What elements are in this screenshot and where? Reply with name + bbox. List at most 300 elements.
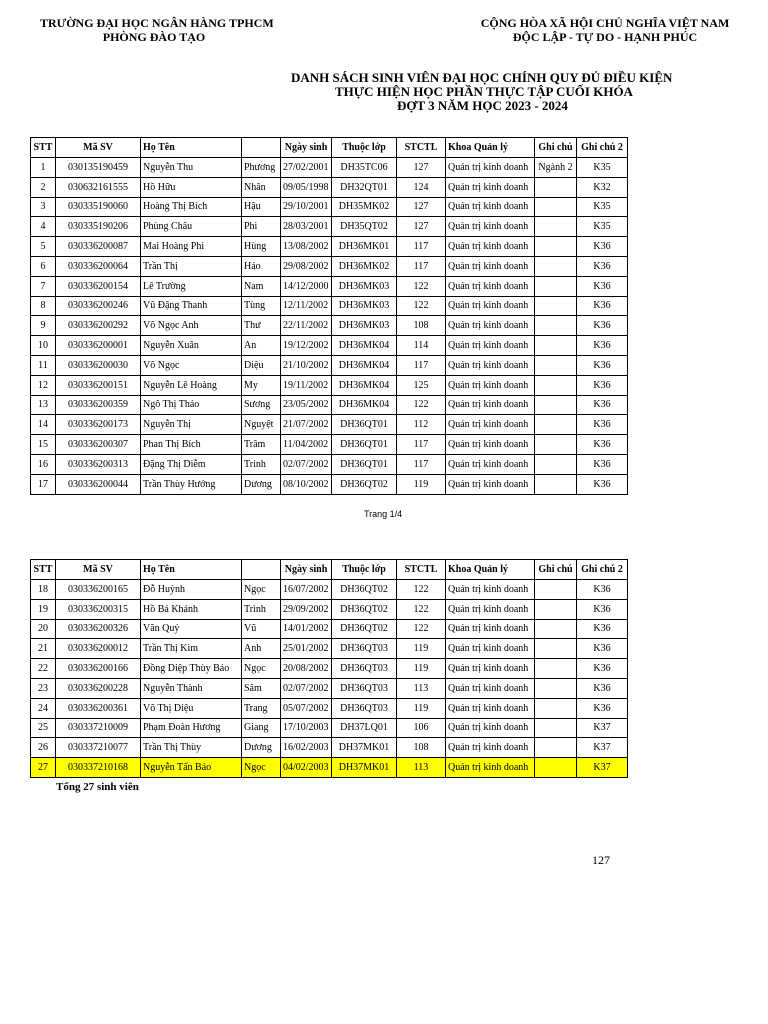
row-ten: Nam xyxy=(242,276,281,296)
col-khoa-header: Khoa Quản lý xyxy=(446,560,535,580)
row-ghi-chu-2: K35 xyxy=(577,158,628,178)
table-row xyxy=(31,580,628,600)
row-ngay-sinh: 21/10/2002 xyxy=(281,355,332,375)
row-thuoc-lop: DH36MK01 xyxy=(332,237,397,257)
row-ghi-chu xyxy=(535,197,577,217)
table-header-row xyxy=(31,138,628,158)
row-ngay-sinh: 08/10/2002 xyxy=(281,474,332,494)
row-ma-sv: 030337210009 xyxy=(56,718,141,738)
row-ma-sv: 030337210077 xyxy=(56,738,141,758)
row-ten: Trâm xyxy=(242,435,281,455)
row-ten: Sâm xyxy=(242,678,281,698)
row-thuoc-lop: DH35TC06 xyxy=(332,158,397,178)
row-ten: Ngọc xyxy=(242,580,281,600)
row-stt: 9 xyxy=(31,316,56,336)
row-thuoc-lop: DH36QT01 xyxy=(332,454,397,474)
row-khoa: Quản trị kinh doanh xyxy=(446,237,535,257)
col-ho-ten-header: Họ Tên xyxy=(141,560,242,580)
table-row xyxy=(31,718,628,738)
row-thuoc-lop: DH36QT01 xyxy=(332,415,397,435)
col-ten-header xyxy=(242,560,281,580)
row-ten: Tùng xyxy=(242,296,281,316)
row-ghi-chu-2: K36 xyxy=(577,316,628,336)
col-ten-header xyxy=(242,138,281,158)
row-ghi-chu xyxy=(535,177,577,197)
row-ma-sv: 030336200165 xyxy=(56,580,141,600)
row-khoa: Quản trị kinh doanh xyxy=(446,158,535,178)
row-thuoc-lop: DH36QT03 xyxy=(332,659,397,679)
row-ma-sv: 030336200313 xyxy=(56,454,141,474)
row-stctl: 112 xyxy=(397,415,446,435)
row-khoa: Quản trị kinh doanh xyxy=(446,355,535,375)
row-ghi-chu xyxy=(535,580,577,600)
row-stt: 13 xyxy=(31,395,56,415)
row-khoa: Quản trị kinh doanh xyxy=(446,336,535,356)
row-ngay-sinh: 21/07/2002 xyxy=(281,415,332,435)
row-ten: Trình xyxy=(242,599,281,619)
row-khoa: Quản trị kinh doanh xyxy=(446,197,535,217)
col-stt-header: STT xyxy=(31,560,56,580)
row-ghi-chu xyxy=(535,698,577,718)
row-ten: An xyxy=(242,336,281,356)
row-stctl: 117 xyxy=(397,237,446,257)
row-ghi-chu xyxy=(535,415,577,435)
row-stctl: 108 xyxy=(397,738,446,758)
col-ghi-chu-2-header: Ghi chú 2 xyxy=(577,560,628,580)
row-stctl: 114 xyxy=(397,336,446,356)
row-stctl: 125 xyxy=(397,375,446,395)
row-ma-sv: 030336200292 xyxy=(56,316,141,336)
row-ho-dem: Phùng Châu xyxy=(141,217,242,237)
row-ho-dem: Võ Ngọc xyxy=(141,355,242,375)
row-ma-sv: 030335190206 xyxy=(56,217,141,237)
row-thuoc-lop: DH32QT01 xyxy=(332,177,397,197)
motto-line-2: ĐỘC LẬP - TỰ DO - HẠNH PHÚC xyxy=(512,30,698,44)
national-motto xyxy=(470,16,730,46)
row-ten: Thư xyxy=(242,316,281,336)
row-stctl: 106 xyxy=(397,718,446,738)
title-line-2: THỰC HIỆN HỌC PHẦN THỰC TẬP CUỐI KHÓA xyxy=(335,84,633,99)
row-thuoc-lop: DH36MK03 xyxy=(332,316,397,336)
row-ghi-chu-2: K36 xyxy=(577,435,628,455)
student-table-page-1 xyxy=(30,137,628,495)
row-ghi-chu xyxy=(535,296,577,316)
row-ghi-chu-2: K36 xyxy=(577,256,628,276)
row-ma-sv: 030336200307 xyxy=(56,435,141,455)
row-ho-dem: Trần Thùy Hướng xyxy=(141,474,242,494)
row-stctl: 108 xyxy=(397,316,446,336)
row-ghi-chu xyxy=(535,599,577,619)
row-ten: Phi xyxy=(242,217,281,237)
row-stt: 6 xyxy=(31,256,56,276)
table-row xyxy=(31,474,628,494)
row-ho-dem: Hồ Bá Khánh xyxy=(141,599,242,619)
table-row xyxy=(31,336,628,356)
row-stctl: 117 xyxy=(397,355,446,375)
table-row xyxy=(31,296,628,316)
col-khoa-header: Khoa Quản lý xyxy=(446,138,535,158)
row-thuoc-lop: DH36QT03 xyxy=(332,698,397,718)
row-stt: 18 xyxy=(31,580,56,600)
row-ten: Dương xyxy=(242,738,281,758)
row-thuoc-lop: DH36QT03 xyxy=(332,678,397,698)
row-stctl: 119 xyxy=(397,659,446,679)
row-stctl: 122 xyxy=(397,296,446,316)
row-ngay-sinh: 14/12/2000 xyxy=(281,276,332,296)
row-khoa: Quản trị kinh doanh xyxy=(446,718,535,738)
row-ten: Ngọc xyxy=(242,659,281,679)
row-ghi-chu xyxy=(535,395,577,415)
row-stctl: 117 xyxy=(397,454,446,474)
row-ho-dem: Đặng Thị Diễm xyxy=(141,454,242,474)
row-ten: Hảo xyxy=(242,256,281,276)
row-ho-dem: Mai Hoàng Phi xyxy=(141,237,242,257)
row-ho-dem: Võ Ngọc Anh xyxy=(141,316,242,336)
table-row xyxy=(31,237,628,257)
row-khoa: Quản trị kinh doanh xyxy=(446,316,535,336)
page-number: 127 xyxy=(592,853,610,867)
row-ho-dem: Phạm Đoàn Hương xyxy=(141,718,242,738)
row-ghi-chu-2: K36 xyxy=(577,474,628,494)
row-ma-sv: 030336200228 xyxy=(56,678,141,698)
col-thuoc-lop-header: Thuộc lớp xyxy=(332,138,397,158)
row-ma-sv: 030336200154 xyxy=(56,276,141,296)
row-ma-sv: 030632161555 xyxy=(56,177,141,197)
row-stctl: 113 xyxy=(397,678,446,698)
row-stctl: 127 xyxy=(397,158,446,178)
row-ngay-sinh: 05/07/2002 xyxy=(281,698,332,718)
row-ma-sv: 030336200001 xyxy=(56,336,141,356)
row-stctl: 122 xyxy=(397,395,446,415)
row-ho-dem: Phan Thị Bích xyxy=(141,435,242,455)
title-line-1: DANH SÁCH SINH VIÊN ĐẠI HỌC CHÍNH QUY ĐỦ ĐIỀU KIỆN xyxy=(291,70,673,85)
university-name: TRƯỜNG ĐẠI HỌC NGÂN HÀNG TPHCM xyxy=(40,16,274,30)
row-ghi-chu xyxy=(535,435,577,455)
row-ten: My xyxy=(242,375,281,395)
row-ho-dem: Văn Quý xyxy=(141,619,242,639)
col-ghi-chu-2-header: Ghi chú 2 xyxy=(577,138,628,158)
table-row xyxy=(31,619,628,639)
row-thuoc-lop: DH36QT02 xyxy=(332,599,397,619)
row-ho-dem: Nguyễn Lê Hoàng xyxy=(141,375,242,395)
row-ma-sv: 030336200246 xyxy=(56,296,141,316)
row-ten: Trinh xyxy=(242,454,281,474)
row-ma-sv: 030336200012 xyxy=(56,639,141,659)
row-ho-dem: Trần Thị xyxy=(141,256,242,276)
row-ghi-chu-2: K36 xyxy=(577,580,628,600)
row-khoa: Quản trị kinh doanh xyxy=(446,639,535,659)
row-ngay-sinh: 29/10/2001 xyxy=(281,197,332,217)
row-khoa: Quản trị kinh doanh xyxy=(446,580,535,600)
title-line-3: ĐỢT 3 NĂM HỌC 2023 - 2024 xyxy=(397,98,568,113)
row-ngay-sinh: 04/02/2003 xyxy=(281,758,332,778)
row-stt: 24 xyxy=(31,698,56,718)
row-ghi-chu-2: K36 xyxy=(577,678,628,698)
row-ghi-chu xyxy=(535,738,577,758)
row-stctl: 124 xyxy=(397,177,446,197)
table-row xyxy=(31,415,628,435)
row-ma-sv: 030135190459 xyxy=(56,158,141,178)
table-row xyxy=(31,276,628,296)
row-ngay-sinh: 12/11/2002 xyxy=(281,296,332,316)
row-stt: 23 xyxy=(31,678,56,698)
row-stctl: 122 xyxy=(397,619,446,639)
col-stctl-header: STCTL xyxy=(397,560,446,580)
row-ghi-chu-2: K36 xyxy=(577,599,628,619)
row-ho-dem: Nguyễn Thành xyxy=(141,678,242,698)
table-row xyxy=(31,698,628,718)
student-table-page-2 xyxy=(30,559,628,778)
row-ghi-chu xyxy=(535,355,577,375)
row-ghi-chu-2: K36 xyxy=(577,454,628,474)
row-khoa: Quản trị kinh doanh xyxy=(446,659,535,679)
row-stt: 25 xyxy=(31,718,56,738)
row-thuoc-lop: DH36MK04 xyxy=(332,395,397,415)
row-stt: 21 xyxy=(31,639,56,659)
row-khoa: Quản trị kinh doanh xyxy=(446,619,535,639)
row-ghi-chu xyxy=(535,336,577,356)
row-ho-dem: Hoàng Thị Bích xyxy=(141,197,242,217)
row-ghi-chu-2: K35 xyxy=(577,197,628,217)
row-stctl: 117 xyxy=(397,256,446,276)
row-stctl: 119 xyxy=(397,474,446,494)
row-ghi-chu-2: K37 xyxy=(577,738,628,758)
row-thuoc-lop: DH37MK01 xyxy=(332,758,397,778)
row-ma-sv: 030336200315 xyxy=(56,599,141,619)
total-students: Tổng 27 sinh viên xyxy=(56,781,139,793)
row-ten: Dương xyxy=(242,474,281,494)
row-ghi-chu-2: K36 xyxy=(577,296,628,316)
col-ghi-chu-header: Ghi chú xyxy=(535,138,577,158)
row-ngay-sinh: 11/04/2002 xyxy=(281,435,332,455)
row-stt: 22 xyxy=(31,659,56,679)
row-khoa: Quản trị kinh doanh xyxy=(446,217,535,237)
table-row xyxy=(31,177,628,197)
row-ghi-chu-2: K36 xyxy=(577,639,628,659)
row-ghi-chu xyxy=(535,619,577,639)
table-row xyxy=(31,678,628,698)
page-label: Trang 1/4 xyxy=(364,509,403,519)
row-khoa: Quản trị kinh doanh xyxy=(446,375,535,395)
row-stt: 4 xyxy=(31,217,56,237)
row-ho-dem: Võ Thị Diệu xyxy=(141,698,242,718)
row-ten: Phương xyxy=(242,158,281,178)
row-ghi-chu xyxy=(535,474,577,494)
row-thuoc-lop: DH36QT02 xyxy=(332,619,397,639)
col-ngay-sinh-header: Ngày sinh xyxy=(281,138,332,158)
row-ngay-sinh: 20/08/2002 xyxy=(281,659,332,679)
col-stctl-header: STCTL xyxy=(397,138,446,158)
table-row xyxy=(31,758,628,778)
table-row xyxy=(31,375,628,395)
row-ho-dem: Trần Thị Kim xyxy=(141,639,242,659)
row-ngay-sinh: 28/03/2001 xyxy=(281,217,332,237)
table-row xyxy=(31,454,628,474)
row-khoa: Quản trị kinh doanh xyxy=(446,454,535,474)
row-ngay-sinh: 02/07/2002 xyxy=(281,454,332,474)
row-stt: 19 xyxy=(31,599,56,619)
row-thuoc-lop: DH35QT02 xyxy=(332,217,397,237)
row-ma-sv: 030336200030 xyxy=(56,355,141,375)
row-ma-sv: 030337210168 xyxy=(56,758,141,778)
table-row xyxy=(31,316,628,336)
row-thuoc-lop: DH36QT01 xyxy=(332,435,397,455)
row-ngay-sinh: 02/07/2002 xyxy=(281,678,332,698)
row-ghi-chu xyxy=(535,454,577,474)
col-thuoc-lop-header: Thuộc lớp xyxy=(332,560,397,580)
row-ghi-chu-2: K36 xyxy=(577,659,628,679)
row-stt: 5 xyxy=(31,237,56,257)
table-row xyxy=(31,599,628,619)
col-ghi-chu-header: Ghi chú xyxy=(535,560,577,580)
row-ghi-chu xyxy=(535,639,577,659)
row-khoa: Quản trị kinh doanh xyxy=(446,738,535,758)
row-ngay-sinh: 23/05/2002 xyxy=(281,395,332,415)
table-row xyxy=(31,158,628,178)
row-stt: 20 xyxy=(31,619,56,639)
table-row xyxy=(31,217,628,237)
row-ghi-chu-2: K35 xyxy=(577,217,628,237)
row-stt: 16 xyxy=(31,454,56,474)
row-ma-sv: 030336200173 xyxy=(56,415,141,435)
table-row xyxy=(31,659,628,679)
row-stctl: 122 xyxy=(397,599,446,619)
row-ngay-sinh: 19/12/2002 xyxy=(281,336,332,356)
row-ghi-chu xyxy=(535,718,577,738)
row-thuoc-lop: DH35MK02 xyxy=(332,197,397,217)
table-row xyxy=(31,639,628,659)
table-row xyxy=(31,738,628,758)
row-stt: 27 xyxy=(31,758,56,778)
row-ghi-chu xyxy=(535,678,577,698)
row-ho-dem: Nguyễn Tấn Bảo xyxy=(141,758,242,778)
row-ghi-chu xyxy=(535,276,577,296)
row-ghi-chu xyxy=(535,758,577,778)
row-stt: 10 xyxy=(31,336,56,356)
row-ma-sv: 030336200064 xyxy=(56,256,141,276)
row-stt: 11 xyxy=(31,355,56,375)
row-ho-dem: Đỗ Huỳnh xyxy=(141,580,242,600)
row-ghi-chu-2: K37 xyxy=(577,718,628,738)
row-thuoc-lop: DH36QT02 xyxy=(332,474,397,494)
row-khoa: Quản trị kinh doanh xyxy=(446,599,535,619)
col-stt-header: STT xyxy=(31,138,56,158)
row-stt: 26 xyxy=(31,738,56,758)
row-ten: Hùng xyxy=(242,237,281,257)
row-khoa: Quản trị kinh doanh xyxy=(446,296,535,316)
row-ma-sv: 030336200087 xyxy=(56,237,141,257)
row-thuoc-lop: DH36MK04 xyxy=(332,355,397,375)
row-ghi-chu-2: K36 xyxy=(577,415,628,435)
col-ho-ten-header: Họ Tên xyxy=(141,138,242,158)
row-ho-dem: Hồ Hữu xyxy=(141,177,242,197)
row-ghi-chu xyxy=(535,659,577,679)
row-khoa: Quản trị kinh doanh xyxy=(446,415,535,435)
row-ten: Ngọc xyxy=(242,758,281,778)
row-ghi-chu xyxy=(535,316,577,336)
row-stt: 17 xyxy=(31,474,56,494)
row-thuoc-lop: DH36QT03 xyxy=(332,639,397,659)
row-ma-sv: 030336200359 xyxy=(56,395,141,415)
row-ten: Giang xyxy=(242,718,281,738)
row-ten: Diệu xyxy=(242,355,281,375)
row-stt: 8 xyxy=(31,296,56,316)
row-stctl: 113 xyxy=(397,758,446,778)
row-ho-dem: Ngô Thị Thảo xyxy=(141,395,242,415)
row-ghi-chu xyxy=(535,217,577,237)
row-stt: 7 xyxy=(31,276,56,296)
row-ten: Trang xyxy=(242,698,281,718)
row-ma-sv: 030336200361 xyxy=(56,698,141,718)
row-ghi-chu-2: K37 xyxy=(577,758,628,778)
row-stctl: 119 xyxy=(397,698,446,718)
col-ngay-sinh-header: Ngày sinh xyxy=(281,560,332,580)
col-ma-sv-header: Mã SV xyxy=(56,138,141,158)
row-ghi-chu-2: K36 xyxy=(577,395,628,415)
row-ghi-chu xyxy=(535,237,577,257)
row-thuoc-lop: DH37MK01 xyxy=(332,738,397,758)
row-stt: 14 xyxy=(31,415,56,435)
row-ghi-chu-2: K32 xyxy=(577,177,628,197)
row-ten: Anh xyxy=(242,639,281,659)
table-row xyxy=(31,355,628,375)
row-ghi-chu-2: K36 xyxy=(577,619,628,639)
row-ma-sv: 030335190060 xyxy=(56,197,141,217)
row-thuoc-lop: DH36QT02 xyxy=(332,580,397,600)
row-khoa: Quản trị kinh doanh xyxy=(446,276,535,296)
row-ho-dem: Trần Thị Thùy xyxy=(141,738,242,758)
row-thuoc-lop: DH36MK03 xyxy=(332,296,397,316)
row-ho-dem: Lê Trường xyxy=(141,276,242,296)
row-ghi-chu xyxy=(535,256,577,276)
row-ghi-chu-2: K36 xyxy=(577,375,628,395)
row-stt: 12 xyxy=(31,375,56,395)
row-stctl: 122 xyxy=(397,580,446,600)
row-ngay-sinh: 29/09/2002 xyxy=(281,599,332,619)
document-title xyxy=(270,70,673,118)
col-ma-sv-header: Mã SV xyxy=(56,560,141,580)
row-stt: 2 xyxy=(31,177,56,197)
row-thuoc-lop: DH36MK03 xyxy=(332,276,397,296)
row-ngay-sinh: 16/07/2002 xyxy=(281,580,332,600)
row-stt: 3 xyxy=(31,197,56,217)
row-ngay-sinh: 19/11/2002 xyxy=(281,375,332,395)
row-ghi-chu-2: K36 xyxy=(577,355,628,375)
row-stctl: 127 xyxy=(397,197,446,217)
row-stt: 1 xyxy=(31,158,56,178)
row-ngay-sinh: 29/08/2002 xyxy=(281,256,332,276)
row-ten: Nhân xyxy=(242,177,281,197)
row-ten: Sương xyxy=(242,395,281,415)
table-row xyxy=(31,256,628,276)
row-khoa: Quản trị kinh doanh xyxy=(446,395,535,415)
table-row xyxy=(31,395,628,415)
row-ten: Hậu xyxy=(242,197,281,217)
row-ngay-sinh: 22/11/2002 xyxy=(281,316,332,336)
row-stctl: 117 xyxy=(397,435,446,455)
row-khoa: Quản trị kinh doanh xyxy=(446,758,535,778)
row-stctl: 127 xyxy=(397,217,446,237)
row-ma-sv: 030336200326 xyxy=(56,619,141,639)
row-ma-sv: 030336200044 xyxy=(56,474,141,494)
row-khoa: Quản trị kinh doanh xyxy=(446,177,535,197)
row-khoa: Quản trị kinh doanh xyxy=(446,256,535,276)
row-ghi-chu-2: K36 xyxy=(577,698,628,718)
row-thuoc-lop: DH37LQ01 xyxy=(332,718,397,738)
row-thuoc-lop: DH36MK04 xyxy=(332,375,397,395)
row-stctl: 122 xyxy=(397,276,446,296)
row-ghi-chu-2: K36 xyxy=(577,336,628,356)
